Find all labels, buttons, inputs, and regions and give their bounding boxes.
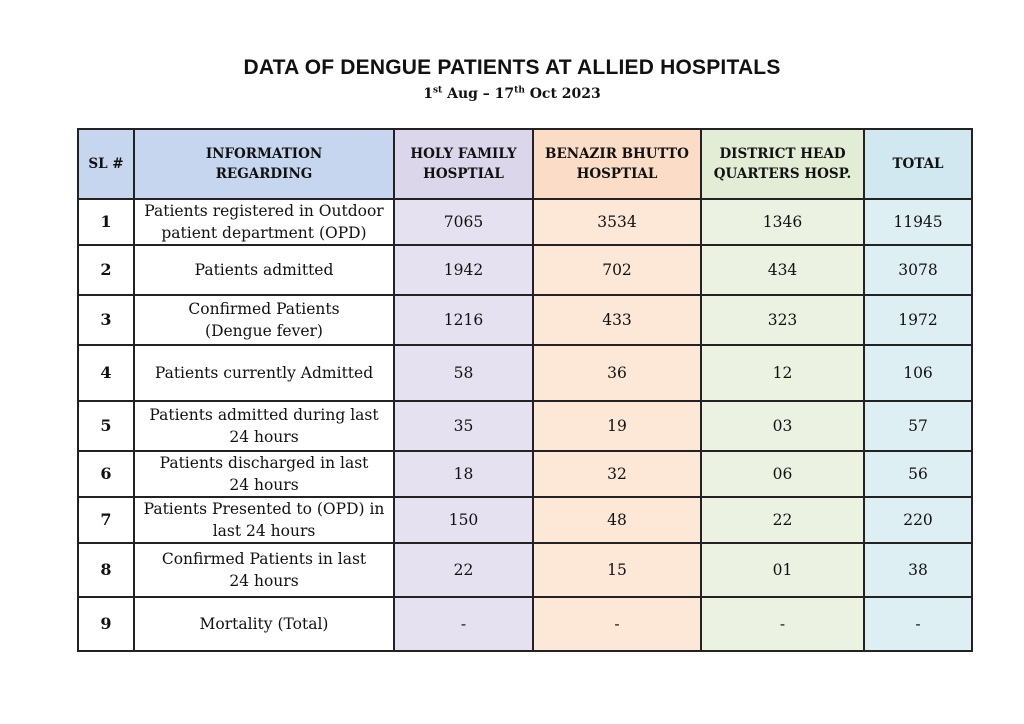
cell-sl: 3 xyxy=(78,295,134,345)
header-benazir-bhutto-line2: HOSPTIAL xyxy=(576,166,658,182)
cell-information xyxy=(134,543,394,597)
cell-information-line2: 24 hours xyxy=(229,572,299,590)
table-row xyxy=(78,345,972,401)
cell-information-line2: 24 hours xyxy=(229,428,299,446)
cell-benazir-bhutto: 36 xyxy=(533,345,701,401)
cell-district-head: 03 xyxy=(701,401,864,451)
header-sl: SL # xyxy=(78,129,134,199)
header-district-head xyxy=(701,129,864,199)
page-title: DATA OF DENGUE PATIENTS AT ALLIED HOSPITALS xyxy=(243,56,781,79)
cell-district-head: - xyxy=(701,597,864,651)
cell-holy-family: 1942 xyxy=(394,245,533,295)
cell-information xyxy=(134,497,394,543)
dengue-data-table xyxy=(77,128,973,652)
cell-holy-family: 35 xyxy=(394,401,533,451)
cell-benazir-bhutto: - xyxy=(533,597,701,651)
cell-information-line1: Patients admitted xyxy=(194,261,334,279)
cell-holy-family: 7065 xyxy=(394,199,533,245)
header-information-line1: INFORMATION xyxy=(205,146,323,162)
date-start-day: 1 xyxy=(423,86,433,102)
cell-holy-family: 58 xyxy=(394,345,533,401)
cell-holy-family: 22 xyxy=(394,543,533,597)
header-holy-family-line2: HOSPTIAL xyxy=(423,166,504,182)
cell-information xyxy=(134,199,394,245)
cell-information-line1: Patients discharged in last xyxy=(159,454,369,472)
cell-information-line1: Confirmed Patients in last xyxy=(161,550,367,568)
cell-holy-family: 1216 xyxy=(394,295,533,345)
header-holy-family-line1: HOLY FAMILY xyxy=(410,146,517,162)
date-end-suffix: th xyxy=(514,85,525,96)
cell-district-head: 12 xyxy=(701,345,864,401)
cell-sl: 2 xyxy=(78,245,134,295)
cell-holy-family: 150 xyxy=(394,497,533,543)
cell-holy-family: - xyxy=(394,597,533,651)
cell-information-line1: Patients registered in Outdoor xyxy=(144,202,384,220)
cell-total: 38 xyxy=(864,543,972,597)
date-range xyxy=(0,86,1024,102)
cell-total: 11945 xyxy=(864,199,972,245)
cell-district-head: 01 xyxy=(701,543,864,597)
header-district-head-line2: QUARTERS HOSP. xyxy=(713,166,852,182)
table-row xyxy=(78,401,972,451)
cell-information-line2: 24 hours xyxy=(229,476,299,494)
cell-information-line1: Patients admitted during last xyxy=(149,406,379,424)
cell-information-line1: Mortality (Total) xyxy=(199,615,329,633)
table-row xyxy=(78,451,972,497)
cell-information-line1: Patients currently Admitted xyxy=(154,364,374,382)
cell-total: - xyxy=(864,597,972,651)
cell-total: 56 xyxy=(864,451,972,497)
cell-sl: 4 xyxy=(78,345,134,401)
cell-information-line1: Patients Presented to (OPD) in xyxy=(143,500,385,518)
table-row xyxy=(78,597,972,651)
cell-information-line2: patient department (OPD) xyxy=(161,224,367,242)
header-district-head-line1: DISTRICT HEAD xyxy=(719,146,846,162)
header-benazir-bhutto-line1: BENAZIR BHUTTO xyxy=(545,146,689,162)
table-row xyxy=(78,295,972,345)
cell-sl: 6 xyxy=(78,451,134,497)
cell-information-line2: last 24 hours xyxy=(212,522,316,540)
header-holy-family xyxy=(394,129,533,199)
cell-information xyxy=(134,401,394,451)
cell-holy-family: 18 xyxy=(394,451,533,497)
cell-total: 3078 xyxy=(864,245,972,295)
header-information-line2: REGARDING xyxy=(215,166,313,182)
cell-total: 1972 xyxy=(864,295,972,345)
cell-information xyxy=(134,245,394,295)
cell-district-head: 22 xyxy=(701,497,864,543)
cell-benazir-bhutto: 32 xyxy=(533,451,701,497)
header-information xyxy=(134,129,394,199)
table-row xyxy=(78,543,972,597)
table-row xyxy=(78,245,972,295)
cell-total: 106 xyxy=(864,345,972,401)
cell-benazir-bhutto: 15 xyxy=(533,543,701,597)
cell-district-head: 1346 xyxy=(701,199,864,245)
cell-benazir-bhutto: 19 xyxy=(533,401,701,451)
header-total: TOTAL xyxy=(864,129,972,199)
cell-benazir-bhutto: 48 xyxy=(533,497,701,543)
header-benazir-bhutto xyxy=(533,129,701,199)
cell-total: 57 xyxy=(864,401,972,451)
cell-benazir-bhutto: 3534 xyxy=(533,199,701,245)
date-start-suffix: st xyxy=(432,85,443,96)
cell-sl: 5 xyxy=(78,401,134,451)
table-row xyxy=(78,497,972,543)
table-row xyxy=(78,199,972,245)
cell-information xyxy=(134,345,394,401)
date-end: Oct 2023 xyxy=(524,86,601,102)
cell-district-head: 06 xyxy=(701,451,864,497)
date-middle: Aug – 17 xyxy=(442,86,515,102)
cell-district-head: 323 xyxy=(701,295,864,345)
cell-total: 220 xyxy=(864,497,972,543)
cell-sl: 8 xyxy=(78,543,134,597)
cell-information-line2: (Dengue fever) xyxy=(205,322,323,340)
cell-sl: 7 xyxy=(78,497,134,543)
cell-benazir-bhutto: 433 xyxy=(533,295,701,345)
cell-information xyxy=(134,295,394,345)
header-row xyxy=(78,129,972,199)
cell-benazir-bhutto: 702 xyxy=(533,245,701,295)
cell-district-head: 434 xyxy=(701,245,864,295)
cell-information xyxy=(134,451,394,497)
cell-information-line1: Confirmed Patients xyxy=(188,300,340,318)
cell-sl: 9 xyxy=(78,597,134,651)
cell-information xyxy=(134,597,394,651)
cell-sl: 1 xyxy=(78,199,134,245)
